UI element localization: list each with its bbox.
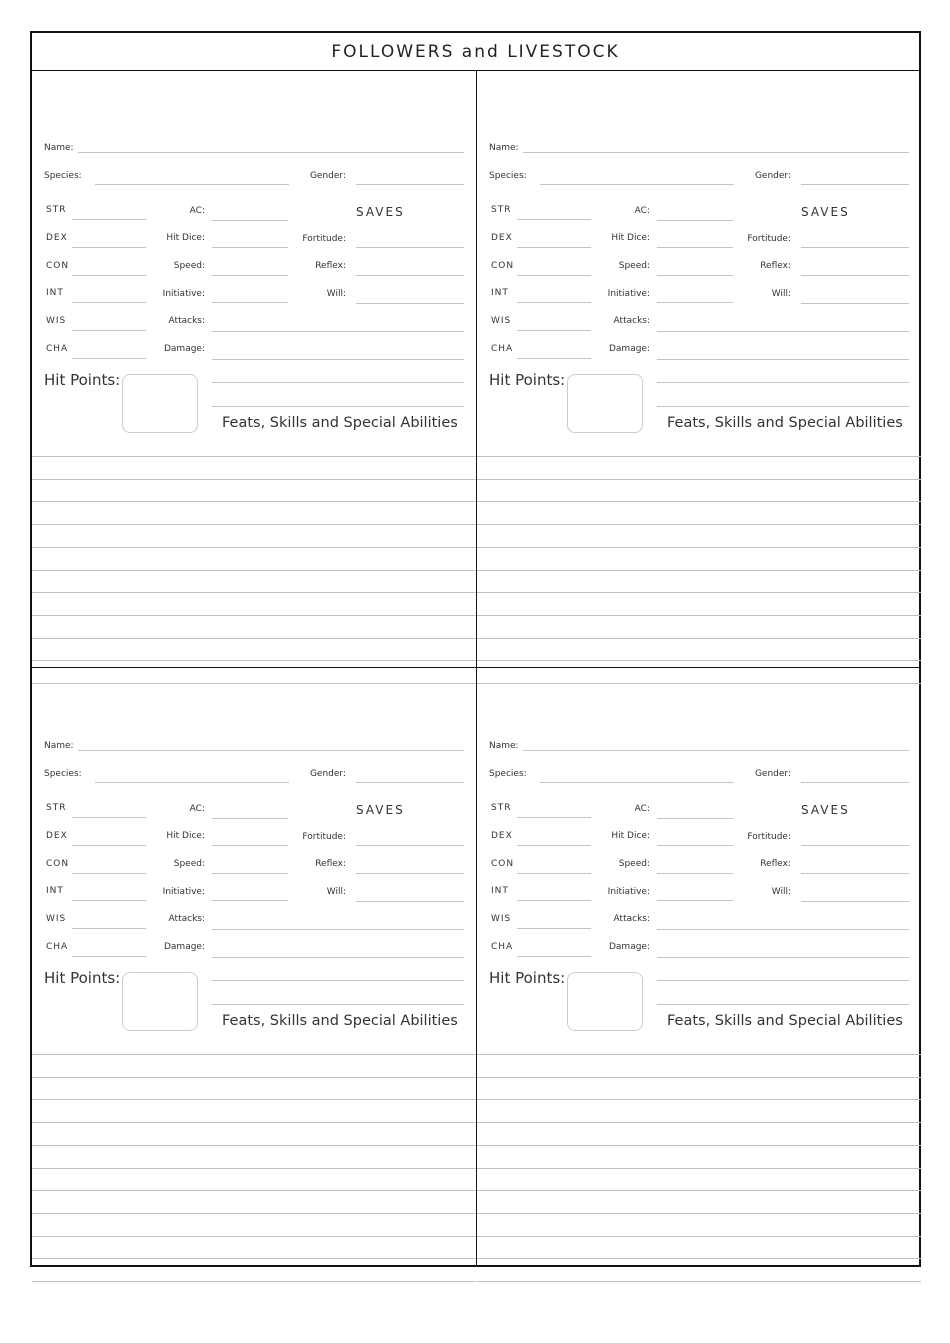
extra-field-1[interactable] (657, 980, 909, 981)
ability-label: CHA (491, 942, 514, 952)
feats-notes-line[interactable] (32, 1122, 476, 1123)
will-label: Will: (771, 887, 791, 897)
ability-label: INT (46, 288, 64, 298)
feats-notes-line[interactable] (477, 570, 921, 571)
damage-label: Damage: (163, 942, 205, 952)
ability-field[interactable] (72, 330, 146, 331)
ability-field[interactable] (72, 302, 146, 303)
name-field[interactable] (78, 750, 464, 751)
species-label: Species: (489, 171, 527, 181)
gender-label: Gender: (309, 171, 346, 181)
will-label: Will: (326, 289, 346, 299)
ability-field[interactable] (72, 845, 146, 846)
reflex-field[interactable] (801, 275, 909, 276)
feats-title: Feats, Skills and Special Abilities (667, 1013, 903, 1029)
ability-label: DEX (46, 831, 68, 841)
hit-dice-label: Hit Dice: (611, 831, 650, 841)
will-field[interactable] (356, 303, 464, 304)
feats-notes-line[interactable] (32, 1099, 476, 1100)
ability-field[interactable] (517, 247, 591, 248)
ability-field[interactable] (517, 845, 591, 846)
feats-notes-line[interactable] (32, 1054, 476, 1055)
ac-field[interactable] (212, 818, 288, 819)
name-label: Name: (489, 143, 519, 153)
initiative-field[interactable] (657, 900, 733, 901)
ability-label: INT (46, 886, 64, 896)
feats-notes-line[interactable] (32, 1236, 476, 1237)
hit-dice-field[interactable] (657, 247, 733, 248)
feats-notes-line[interactable] (477, 1258, 921, 1259)
saves-title: SAVES (801, 205, 850, 219)
attacks-label: Attacks: (168, 914, 205, 924)
feats-notes-line[interactable] (477, 660, 921, 661)
ability-label: INT (491, 886, 509, 896)
feats-notes-line[interactable] (32, 456, 476, 457)
attacks-label: Attacks: (168, 316, 205, 326)
feats-notes-line[interactable] (32, 615, 476, 616)
hit-dice-field[interactable] (657, 845, 733, 846)
ability-field[interactable] (517, 330, 591, 331)
damage-field[interactable] (212, 957, 464, 958)
ability-field[interactable] (72, 956, 146, 957)
ability-label: CHA (46, 942, 69, 952)
follower-card-bottom-left (32, 669, 476, 1265)
feats-notes-line[interactable] (32, 660, 476, 661)
ac-field[interactable] (212, 220, 288, 221)
initiative-field[interactable] (212, 900, 288, 901)
attacks-field[interactable] (657, 929, 909, 930)
hit-dice-label: Hit Dice: (166, 233, 205, 243)
hit-dice-field[interactable] (212, 845, 288, 846)
hit-points-label: Hit Points: (489, 371, 566, 389)
species-field[interactable] (95, 184, 289, 185)
ability-field[interactable] (517, 956, 591, 957)
feats-title: Feats, Skills and Special Abilities (222, 1013, 458, 1029)
reflex-field[interactable] (801, 873, 909, 874)
damage-label: Damage: (608, 344, 650, 354)
ac-field[interactable] (657, 220, 733, 221)
extra-field-1[interactable] (212, 382, 464, 383)
page-title-text: FOLLOWERS and LIVESTOCK (331, 41, 620, 62)
speed-label: Speed: (173, 859, 205, 869)
ability-field[interactable] (517, 358, 591, 359)
feats-notes-line[interactable] (477, 1168, 921, 1169)
ability-label: CHA (46, 344, 69, 354)
attacks-label: Attacks: (613, 914, 650, 924)
initiative-label: Initiative: (607, 887, 650, 897)
name-field[interactable] (523, 750, 909, 751)
name-field[interactable] (78, 152, 464, 153)
feats-notes-line[interactable] (32, 1281, 476, 1282)
feats-notes-line[interactable] (32, 570, 476, 571)
ability-label: CON (491, 261, 515, 271)
feats-notes-line[interactable] (477, 479, 921, 480)
species-field[interactable] (540, 184, 734, 185)
feats-notes-line[interactable] (477, 615, 921, 616)
ability-label: CON (46, 859, 70, 869)
ac-label: AC: (634, 206, 650, 216)
ability-field[interactable] (72, 247, 146, 248)
feats-notes-line[interactable] (477, 592, 921, 593)
fortitude-label: Fortitude: (747, 234, 791, 244)
will-label: Will: (326, 887, 346, 897)
speed-label: Speed: (173, 261, 205, 271)
reflex-label: Reflex: (315, 261, 346, 271)
saves-title: SAVES (356, 205, 405, 219)
hit-points-label: Hit Points: (44, 969, 121, 987)
feats-notes-line[interactable] (477, 1077, 921, 1078)
feats-notes-line[interactable] (32, 547, 476, 548)
will-field[interactable] (801, 901, 909, 902)
fortitude-field[interactable] (801, 247, 909, 248)
row-divider (32, 667, 919, 668)
extra-field-1[interactable] (212, 980, 464, 981)
initiative-field[interactable] (657, 302, 733, 303)
reflex-label: Reflex: (760, 859, 791, 869)
speed-label: Speed: (618, 261, 650, 271)
ability-field[interactable] (517, 275, 591, 276)
ability-label: STR (46, 803, 67, 813)
species-field[interactable] (95, 782, 289, 783)
ability-label: DEX (46, 233, 68, 243)
reflex-label: Reflex: (315, 859, 346, 869)
species-label: Species: (44, 769, 82, 779)
hit-points-box[interactable] (122, 374, 198, 433)
fortitude-label: Fortitude: (302, 234, 346, 244)
ability-label: STR (491, 205, 512, 215)
ability-label: STR (46, 205, 67, 215)
name-label: Name: (44, 741, 74, 751)
speed-label: Speed: (618, 859, 650, 869)
speed-field[interactable] (212, 873, 288, 874)
hit-points-box[interactable] (567, 972, 643, 1031)
attacks-field[interactable] (657, 331, 909, 332)
saves-title: SAVES (801, 803, 850, 817)
gender-field[interactable] (356, 782, 464, 783)
will-field[interactable] (356, 901, 464, 902)
hit-dice-field[interactable] (212, 247, 288, 248)
ability-field[interactable] (72, 817, 146, 818)
fortitude-field[interactable] (356, 845, 464, 846)
gender-field[interactable] (356, 184, 464, 185)
follower-card-top-right (477, 71, 921, 667)
ability-label: WIS (46, 914, 67, 924)
follower-card-bottom-right (477, 669, 921, 1265)
fortitude-label: Fortitude: (747, 832, 791, 842)
hit-dice-label: Hit Dice: (166, 831, 205, 841)
ability-field[interactable] (72, 900, 146, 901)
ability-field[interactable] (72, 358, 146, 359)
gender-field[interactable] (801, 184, 909, 185)
species-label: Species: (489, 769, 527, 779)
name-label: Name: (489, 741, 519, 751)
hit-points-label: Hit Points: (489, 969, 566, 987)
extra-field-1[interactable] (657, 382, 909, 383)
extra-field-2[interactable] (212, 1004, 464, 1005)
initiative-label: Initiative: (162, 887, 205, 897)
fortitude-field[interactable] (356, 247, 464, 248)
feats-notes-line[interactable] (32, 638, 476, 639)
ability-field[interactable] (517, 900, 591, 901)
hit-dice-label: Hit Dice: (611, 233, 650, 243)
reflex-field[interactable] (356, 873, 464, 874)
extra-field-2[interactable] (657, 406, 909, 407)
ability-label: STR (491, 803, 512, 813)
extra-field-2[interactable] (657, 1004, 909, 1005)
hit-points-box[interactable] (567, 374, 643, 433)
extra-field-2[interactable] (212, 406, 464, 407)
attacks-label: Attacks: (613, 316, 650, 326)
initiative-label: Initiative: (607, 289, 650, 299)
ability-field[interactable] (72, 275, 146, 276)
feats-notes-line[interactable] (32, 479, 476, 480)
feats-notes-line[interactable] (477, 1099, 921, 1100)
saves-title: SAVES (356, 803, 405, 817)
feats-title: Feats, Skills and Special Abilities (667, 415, 903, 431)
damage-field[interactable] (212, 359, 464, 360)
will-label: Will: (771, 289, 791, 299)
ability-field[interactable] (72, 873, 146, 874)
ac-label: AC: (634, 804, 650, 814)
feats-notes-line[interactable] (32, 524, 476, 525)
follower-card-top-left (32, 71, 476, 667)
ability-label: CHA (491, 344, 514, 354)
speed-field[interactable] (212, 275, 288, 276)
feats-notes-line[interactable] (32, 1077, 476, 1078)
feats-notes-line[interactable] (32, 1145, 476, 1146)
hit-points-box[interactable] (122, 972, 198, 1031)
ability-label: DEX (491, 831, 513, 841)
reflex-field[interactable] (356, 275, 464, 276)
feats-notes-line[interactable] (32, 1168, 476, 1169)
feats-notes-line[interactable] (477, 501, 921, 502)
ability-field[interactable] (517, 817, 591, 818)
hit-points-label: Hit Points: (44, 371, 121, 389)
gender-label: Gender: (754, 171, 791, 181)
damage-label: Damage: (608, 942, 650, 952)
fortitude-field[interactable] (801, 845, 909, 846)
feats-notes-line[interactable] (32, 501, 476, 502)
speed-field[interactable] (657, 873, 733, 874)
feats-notes-line[interactable] (477, 547, 921, 548)
ability-field[interactable] (517, 302, 591, 303)
ability-label: DEX (491, 233, 513, 243)
ability-field[interactable] (72, 928, 146, 929)
attacks-field[interactable] (212, 929, 464, 930)
damage-label: Damage: (163, 344, 205, 354)
gender-field[interactable] (801, 782, 909, 783)
feats-title: Feats, Skills and Special Abilities (222, 415, 458, 431)
fortitude-label: Fortitude: (302, 832, 346, 842)
ability-field[interactable] (517, 928, 591, 929)
initiative-label: Initiative: (162, 289, 205, 299)
ability-field[interactable] (517, 219, 591, 220)
feats-notes-line[interactable] (32, 1213, 476, 1214)
ability-field[interactable] (72, 219, 146, 220)
ability-label: CON (491, 859, 515, 869)
gender-label: Gender: (754, 769, 791, 779)
page-title (32, 33, 919, 71)
feats-notes-line[interactable] (477, 1054, 921, 1055)
attacks-field[interactable] (212, 331, 464, 332)
name-label: Name: (44, 143, 74, 153)
damage-field[interactable] (657, 957, 909, 958)
feats-notes-line[interactable] (477, 456, 921, 457)
feats-notes-line[interactable] (477, 1236, 921, 1237)
speed-field[interactable] (657, 275, 733, 276)
species-label: Species: (44, 171, 82, 181)
follower-sheet (30, 31, 921, 1267)
species-field[interactable] (540, 782, 734, 783)
damage-field[interactable] (657, 359, 909, 360)
feats-notes-line[interactable] (477, 1281, 921, 1282)
name-field[interactable] (523, 152, 909, 153)
ability-label: CON (46, 261, 70, 271)
feats-notes-line[interactable] (32, 1190, 476, 1191)
feats-notes-line[interactable] (477, 638, 921, 639)
feats-notes-line[interactable] (32, 592, 476, 593)
initiative-field[interactable] (212, 302, 288, 303)
will-field[interactable] (801, 303, 909, 304)
reflex-label: Reflex: (760, 261, 791, 271)
ability-label: WIS (46, 316, 67, 326)
feats-notes-line[interactable] (477, 1213, 921, 1214)
ability-label: INT (491, 288, 509, 298)
ability-label: WIS (491, 316, 512, 326)
ability-label: WIS (491, 914, 512, 924)
ac-label: AC: (189, 804, 205, 814)
ability-field[interactable] (517, 873, 591, 874)
feats-notes-line[interactable] (477, 524, 921, 525)
feats-notes-line[interactable] (477, 1122, 921, 1123)
gender-label: Gender: (309, 769, 346, 779)
feats-notes-line[interactable] (32, 1258, 476, 1259)
ac-label: AC: (189, 206, 205, 216)
feats-notes-line[interactable] (477, 1145, 921, 1146)
feats-notes-line[interactable] (477, 1190, 921, 1191)
ac-field[interactable] (657, 818, 733, 819)
